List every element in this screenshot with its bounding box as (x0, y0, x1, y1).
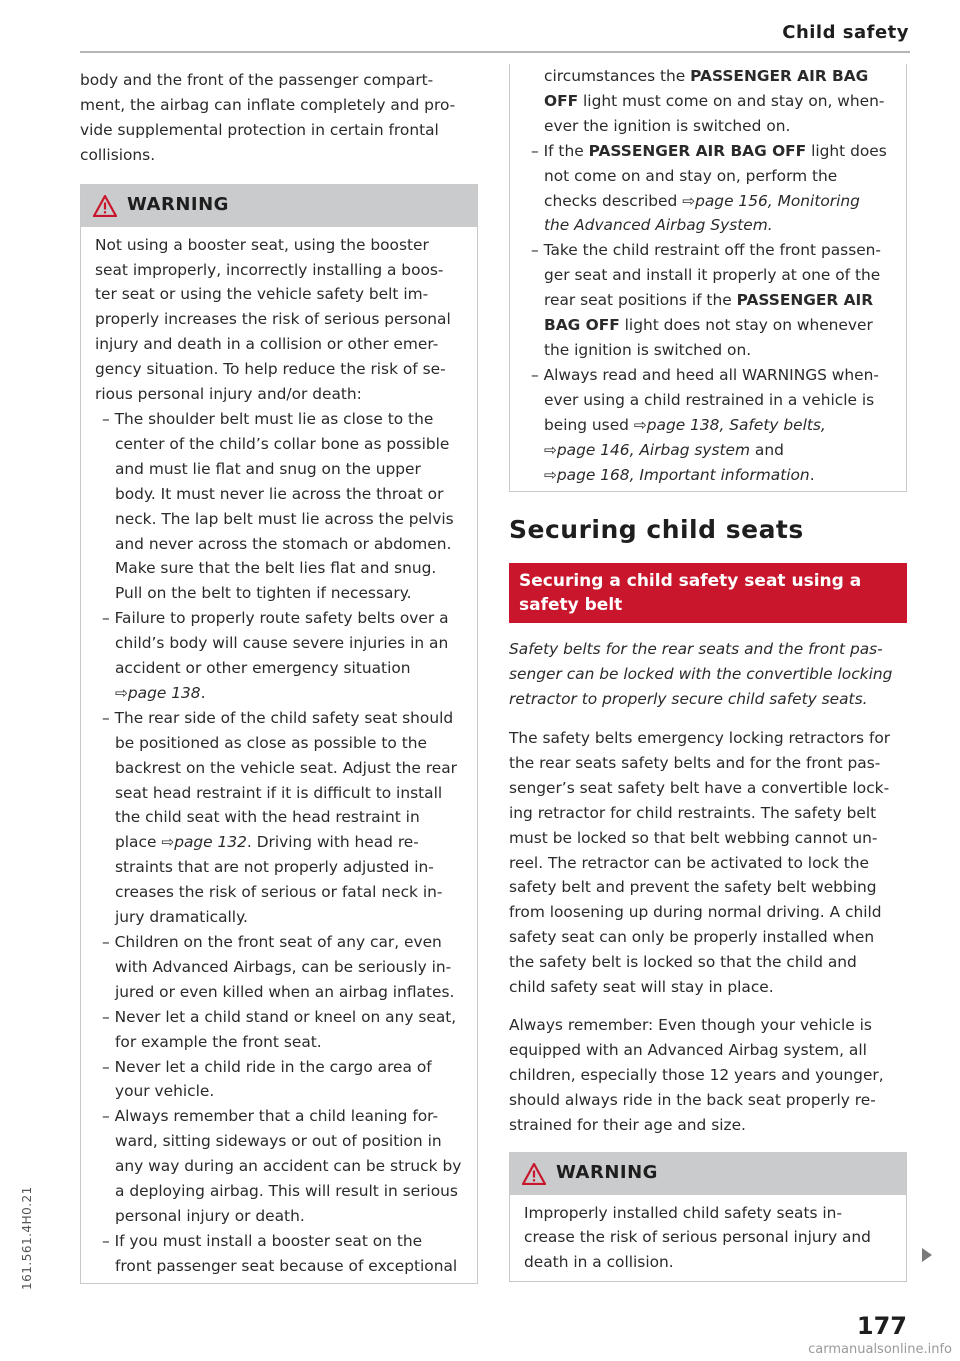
bullet-take-off: – Take the child restraint off the front passen- ger seat and install it properly at one of the rear seat positions if the PASSENGER AIR BAG OFF light does not stay on whenever the ignition is switched on. (531, 241, 881, 359)
bullet-cargo: – Never let a child ride in the cargo area of your vehicle. (102, 1057, 432, 1101)
bullet-shoulder-belt: – The shoulder belt must lie as close to the center of the child’s collar bone as possible and must lie flat and snug on the upper body. It must never lie across the throat or neck. The lap belt must lie across the pelvis and never across the stomach or abdomen. Make sure that the belt lies flat and snug. Pull on the belt to tighten if necessary. (102, 409, 454, 603)
bullet-booster-front: – If you must install a booster seat on the front passenger seat because of exceptional (102, 1231, 458, 1275)
warning-title: WARNING (556, 1162, 658, 1184)
bullet-front-seat: – Children on the front seat of any car, even with Advanced Airbags, can be seriously in- jured or even killed when an airbag inflates. (102, 933, 455, 1001)
warning-box (509, 1152, 907, 1283)
page-link[interactable]: ⇨page 138 (115, 683, 201, 702)
continue-arrow-icon (922, 1248, 932, 1262)
warning-box (80, 184, 478, 1284)
header-rule (80, 51, 910, 53)
warning-triangle-icon (522, 1163, 546, 1185)
lead-paragraph: Safety belts for the rear seats and the front pas- senger can be locked with the convertible locking retractor to properly secure child safety seats. (509, 640, 893, 709)
bullet-leaning: – Always remember that a child leaning for- ward, sitting sideways or out of position in any way during an accident can be struck by a deploying airbag. This will result in serious personal injury or death. (102, 1107, 462, 1225)
warning-title: WARNING (127, 194, 229, 216)
left-column (80, 64, 478, 1284)
warning-box-continued (509, 64, 907, 492)
page-number: 177 (856, 1312, 907, 1340)
watermark: carmanualsonline.info (808, 1342, 952, 1357)
page-link[interactable]: ⇨page 168, Important information (544, 465, 810, 484)
bullet-read-warnings: – Always read and heed all WARNINGS when- ever using a child restrained in a vehicle is being used ⇨page 138, Safety belts, ⇨page 146, Airbag system and ⇨page 168, Important information. (531, 365, 879, 484)
bullet-continued: circumstances the PASSENGER AIR BAG OFF light must come on and stay on, when- ever the ignition is switched on. (544, 67, 885, 135)
warning-body-continued (510, 64, 906, 491)
section-title: Child safety (782, 22, 909, 43)
section-heading: Securing child seats (509, 515, 804, 545)
page-link[interactable]: ⇨page 146, Airbag system (544, 440, 751, 459)
page-link[interactable]: ⇨page 156, Monitoring (682, 191, 860, 210)
warning-body (510, 1195, 906, 1282)
bullet-light-check: – If the PASSENGER AIR BAG OFF light does not come on and stay on, perform the checks described ⇨page 156, Monitoring the Advanced Airbag System. (531, 141, 887, 235)
bullet-rear-side: – The rear side of the child safety seat should be positioned as close as possible to the backrest on the vehicle seat. Adjust the rear seat head restraint if it is difficult to install the child seat with the head restraint in place ⇨page 132. Driving with head re- straints that are not properly adjusted in- creases the risk of serious or fatal neck in- jury dramatically. (102, 708, 458, 927)
warning-header (81, 185, 477, 227)
body-paragraph: Always remember: Even though your vehicle is equipped with an Advanced Airbag system, all children, especially those 12 years and younger, should always ride in the back seat properly re- strained for their age and size. (509, 1016, 884, 1134)
bullet-stand-kneel: – Never let a child stand or kneel on any seat, for example the front seat. (102, 1007, 457, 1051)
warning-text: Not using a booster seat, using the booster seat improperly, incorrectly installing a boos- ter seat or using the vehicle safety belt im- properly increases the risk of serious personal injury and death in a collision or other emer- gency situation. To help reduce the risk of se- rious personal injury and/or death: (95, 235, 451, 404)
warning-body (81, 227, 477, 1283)
right-column (509, 64, 907, 1282)
warning-text: Improperly installed child safety seats in- crease the risk of serious personal injury and death in a collision. (524, 1203, 871, 1272)
intro-paragraph: body and the front of the passenger compart- ment, the airbag can inflate completely and pro- vide supplemental protection in certain frontal collisions. (80, 71, 456, 164)
bullet-route-belts: – Failure to properly route safety belts over a child’s body will cause severe injuries in an accident or other emergency situation ⇨page 138. (102, 609, 449, 702)
subsection-heading: Securing a child safety seat using a safety belt (509, 563, 907, 623)
side-code: 161.561.4H0.21 (20, 1186, 34, 1290)
body-paragraph: The safety belts emergency locking retractors for the rear seats safety belts and for the front pas- senger’s seat safety belt have a convertible lock- ing retractor for child restraints. The safety belt must be locked so that belt webbing cannot un- reel. The retractor can be activated to lock the safety belt and prevent the safety belt webbing from loosening up during normal driving. A child safety seat can only be properly installed when the safety belt is locked so that the child and child safety seat will stay in place. (509, 729, 891, 997)
warning-header (510, 1153, 906, 1195)
warning-triangle-icon (93, 195, 117, 217)
page-link[interactable]: ⇨page 138, Safety belts, (633, 415, 826, 434)
page-link[interactable]: ⇨page 132 (161, 833, 247, 852)
